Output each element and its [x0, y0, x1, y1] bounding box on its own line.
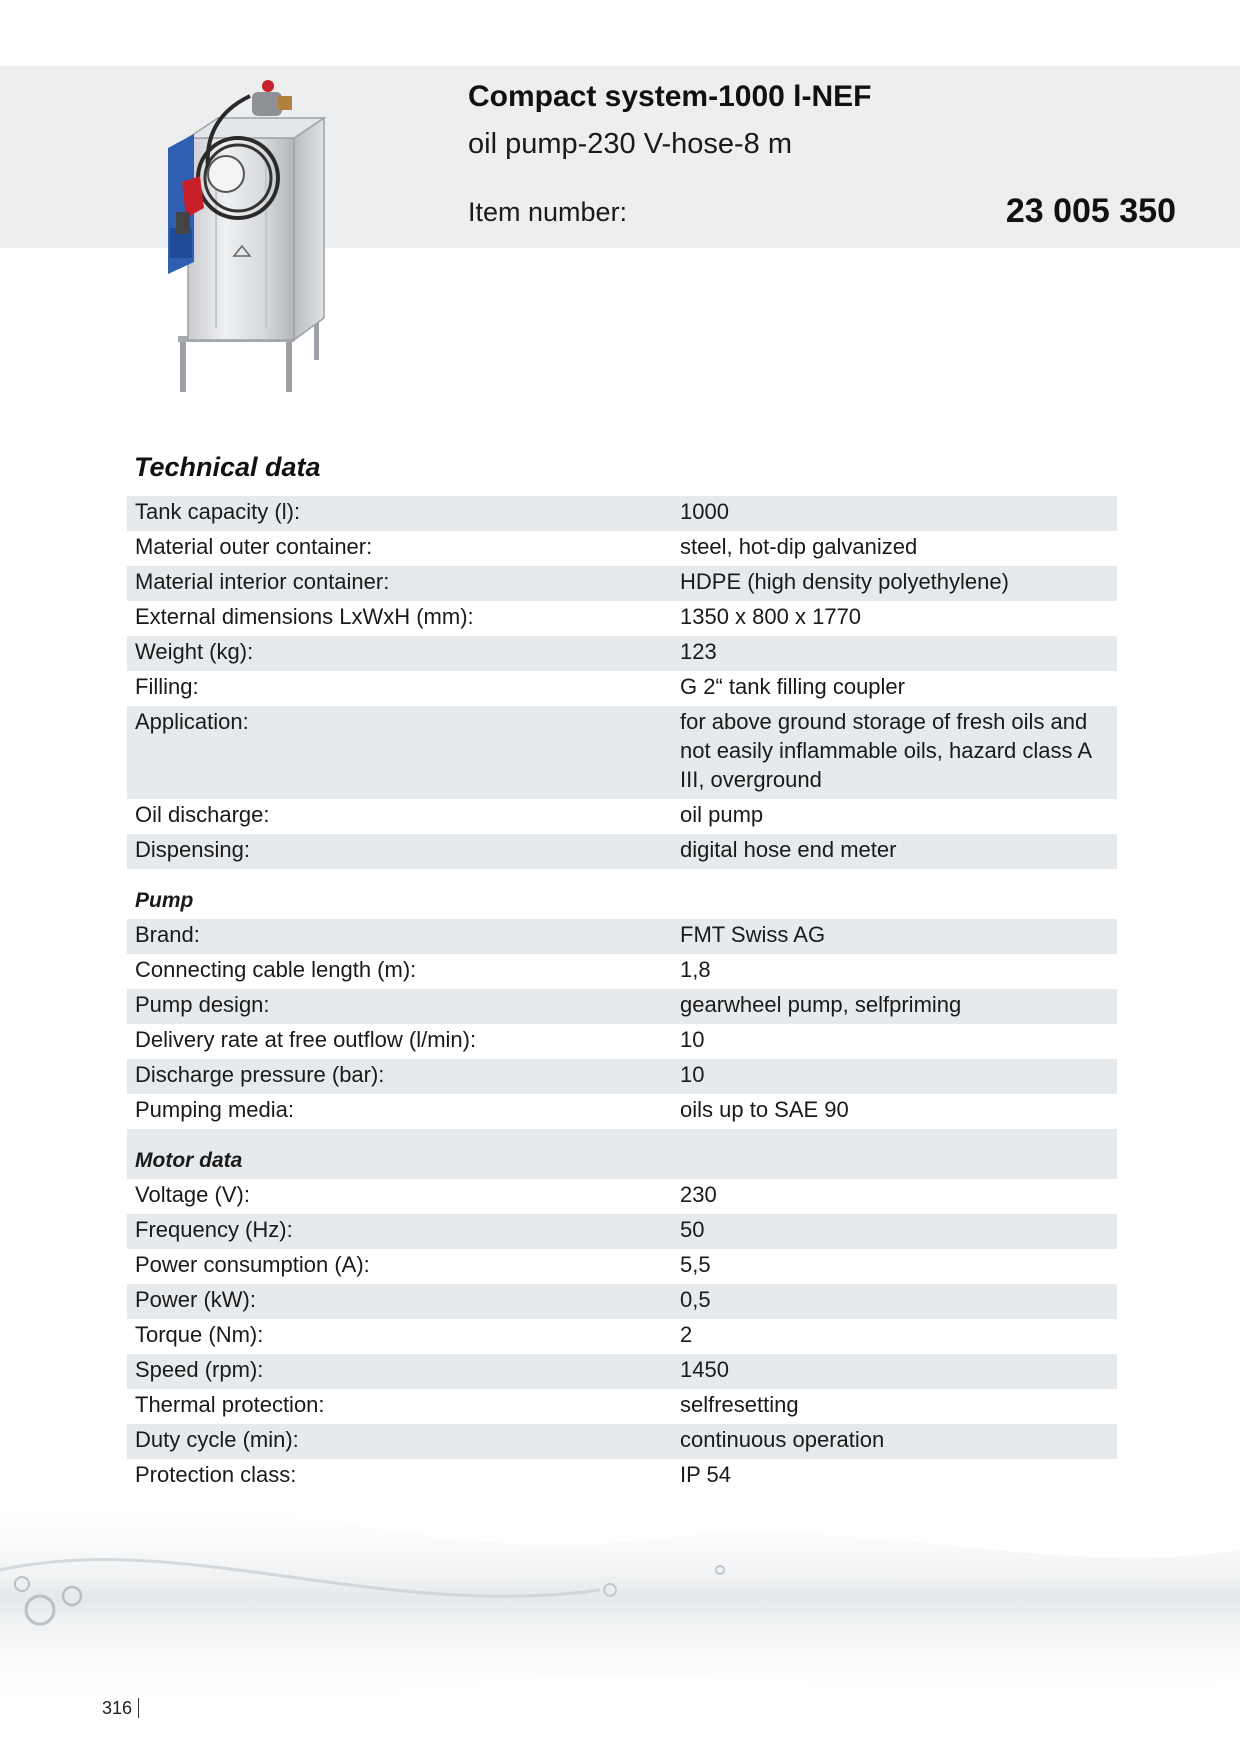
row-label: Discharge pressure (bar):: [135, 1062, 385, 1087]
table-group-header: [127, 869, 1117, 919]
row-value: G 2“ tank filling coupler: [680, 674, 905, 699]
row-value: selfresetting: [680, 1392, 799, 1417]
table-group-header: [127, 1129, 1117, 1179]
table-row: [127, 1319, 1117, 1354]
row-value: FMT Swiss AG: [680, 922, 826, 947]
technical-data-table: [127, 496, 1117, 1494]
product-subtitle: oil pump-230 V-hose-8 m: [468, 128, 792, 160]
row-label: Duty cycle (min):: [135, 1427, 299, 1452]
page-number-divider: [138, 1698, 139, 1718]
row-label: Speed (rpm):: [135, 1357, 264, 1382]
table-row: [127, 989, 1117, 1024]
table-row: [127, 601, 1117, 636]
group-label: Motor data: [135, 1149, 243, 1172]
table-row: [127, 671, 1117, 706]
row-label: Power consumption (A):: [135, 1252, 370, 1277]
row-label: Weight (kg):: [135, 639, 254, 664]
group-label: Pump: [135, 889, 194, 912]
row-value: gearwheel pump, selfpriming: [680, 992, 962, 1017]
row-label: Brand:: [135, 922, 200, 947]
row-value: 0,5: [680, 1287, 711, 1312]
row-value: 10: [680, 1027, 705, 1052]
row-value: oils up to SAE 90: [680, 1097, 849, 1122]
row-value: 1,8: [680, 957, 711, 982]
table-row: [127, 799, 1117, 834]
row-value: 5,5: [680, 1252, 711, 1277]
row-value: HDPE (high density polyethylene): [680, 569, 1009, 594]
section-title: Technical data: [134, 452, 321, 482]
row-value: 2: [680, 1322, 693, 1347]
table-row: [127, 636, 1117, 671]
row-value: 10: [680, 1062, 705, 1087]
row-label: Pump design:: [135, 992, 270, 1017]
water-splash-image: [0, 1420, 1240, 1754]
row-value: for above ground storage of fresh oils and not easily inflammable oils, hazard class A III, overground: [680, 709, 1091, 792]
row-label: Voltage (V):: [135, 1182, 250, 1207]
row-label: Oil discharge:: [135, 802, 270, 827]
table-row: [127, 531, 1117, 566]
page-number-text: 316: [102, 1698, 133, 1718]
table-row: [127, 1389, 1117, 1424]
item-number: 23 005 350: [1005, 192, 1176, 230]
table-row: [127, 919, 1117, 954]
table-row: [127, 1059, 1117, 1094]
page-number: [102, 1698, 139, 1719]
table-row: [127, 954, 1117, 989]
row-value: IP 54: [680, 1462, 731, 1487]
row-value: 1000: [680, 499, 729, 524]
table-row: [127, 1094, 1117, 1129]
table-row: [127, 1284, 1117, 1319]
item-number-label: Item number:: [468, 197, 628, 227]
table-row: [127, 706, 1117, 799]
row-label: Material outer container:: [135, 534, 373, 559]
row-value: oil pump: [680, 802, 764, 827]
table-row: [127, 496, 1117, 531]
table-row: [127, 566, 1117, 601]
table-row: [127, 1179, 1117, 1214]
product-image: [168, 78, 392, 396]
table-row: [127, 1249, 1117, 1284]
row-label: Frequency (Hz):: [135, 1217, 293, 1242]
row-value: 1450: [680, 1357, 729, 1382]
row-label: Delivery rate at free outflow (l/min):: [135, 1027, 477, 1052]
row-label: External dimensions LxWxH (mm):: [135, 604, 474, 629]
row-value: steel, hot-dip galvanized: [680, 534, 918, 559]
row-value: 123: [680, 639, 717, 664]
row-value: 1350 x 800 x 1770: [680, 604, 862, 629]
row-value: continuous operation: [680, 1427, 885, 1452]
product-title: Compact system-1000 l-NEF: [468, 80, 872, 113]
table-row: [127, 1214, 1117, 1249]
row-label: Thermal protection:: [135, 1392, 325, 1417]
row-label: Pumping media:: [135, 1097, 294, 1122]
table-row: [127, 834, 1117, 869]
row-label: Power (kW):: [135, 1287, 256, 1312]
row-label: Torque (Nm):: [135, 1322, 264, 1347]
row-label: Filling:: [135, 674, 199, 699]
row-label: Application:: [135, 709, 249, 734]
table-row: [127, 1354, 1117, 1389]
row-value: 50: [680, 1217, 705, 1242]
row-label: Tank capacity (l):: [135, 499, 301, 524]
row-label: Dispensing:: [135, 837, 250, 862]
row-value: digital hose end meter: [680, 837, 897, 862]
row-label: Protection class:: [135, 1462, 297, 1487]
row-value: 230: [680, 1182, 717, 1207]
table-row: [127, 1024, 1117, 1059]
row-label: Connecting cable length (m):: [135, 957, 417, 982]
row-label: Material interior container:: [135, 569, 390, 594]
